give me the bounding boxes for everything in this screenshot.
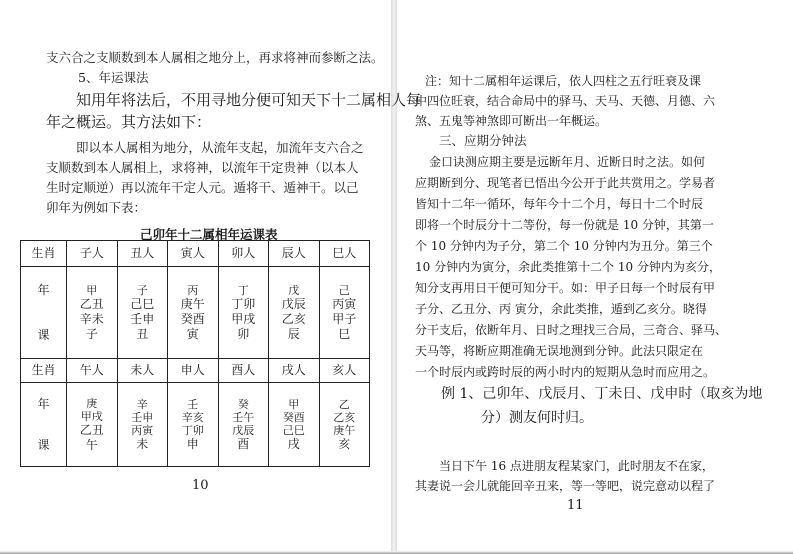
table-row <box>21 241 370 267</box>
row-label: 年 <box>37 282 50 297</box>
cell-line: 乙亥 <box>333 410 356 424</box>
left-text-line: 生时定顺逆）再以流年干定人元。遁将干、遁神干。以己 <box>46 180 359 195</box>
right-text-line: 分）测友何时归。 <box>481 410 593 426</box>
cell-line: 巳 <box>338 326 351 341</box>
table-header-cell: 子人 <box>67 241 118 267</box>
right-text-line: 10 分钟内为寅分，余此类推第十二个 10 分钟内为亥分， <box>415 260 721 274</box>
cell-line: 寅 <box>186 326 199 341</box>
cell-line: 未 <box>136 436 149 451</box>
table-cell <box>269 267 320 359</box>
table-cell <box>67 267 118 359</box>
table-cell <box>117 383 168 467</box>
table-row <box>21 383 370 467</box>
cell-line: 癸 <box>237 397 249 411</box>
cell-line: 丑 <box>136 326 149 341</box>
right-text-line: 子分、乙丑分、丙 寅分，余此类推，遁到乙亥分。晓得 <box>415 302 707 316</box>
table-header-cell: 寅人 <box>168 241 219 267</box>
cell-line: 辛亥 <box>181 410 204 424</box>
row-label: 课 <box>37 437 50 452</box>
table-row <box>21 267 370 359</box>
cell-line: 乙丑 <box>79 296 104 311</box>
cell-line: 酉 <box>237 436 250 451</box>
cell-line: 戌 <box>287 436 300 451</box>
cell-line: 戊辰 <box>281 296 306 311</box>
cell-line: 丙寅 <box>332 296 357 311</box>
cell-line: 壬午 <box>232 410 255 424</box>
example-heading: 例 1、己卯年、戊辰月、丁未日、戊申时（取亥为地 <box>441 386 763 402</box>
cell-line: 乙亥 <box>281 311 306 326</box>
cell-line: 乙丑 <box>79 422 104 437</box>
table-header-cell: 卯人 <box>218 241 269 267</box>
cell-line: 午 <box>85 437 98 452</box>
table-header-cell: 午人 <box>67 359 118 383</box>
table-cell <box>117 267 168 359</box>
table-header-cell: 酉人 <box>218 359 269 383</box>
right-text-line: 应期断到分、现笔者已悟出今公开于此共赏用之。学易者 <box>415 176 716 190</box>
right-text-line: 天马等，将断应期准确无误地测到分钟。此法只限定在 <box>415 344 704 358</box>
cell-line: 己 <box>338 283 350 297</box>
cell-line: 壬申 <box>131 410 154 424</box>
right-page <box>395 0 793 554</box>
right-text-line: 分干支后，依断年月、日时之理找三合局，三奇合、驿马、 <box>415 323 728 337</box>
cell-line: 己巳 <box>130 296 155 311</box>
right-text-line: 个 10 分钟内为子分，第二个 10 分钟内为丑分。第三个 <box>415 239 713 253</box>
cell-line: 辛未 <box>79 311 104 326</box>
cell-line: 庚 <box>86 396 98 410</box>
right-text-line: 一个时辰内或跨时辰的两小时内的短期从急时而应用之。 <box>415 365 716 379</box>
table-header-cell: 未人 <box>117 359 168 383</box>
table-row <box>21 359 370 383</box>
cell-line: 己巳 <box>282 423 305 437</box>
cell-line: 丁卯 <box>231 296 256 311</box>
cell-line: 壬申 <box>130 311 155 326</box>
year-fortune-table <box>20 240 370 467</box>
right-text-line: 金口诀测应期主要是远断年月、近断日时之法。如何 <box>429 155 706 169</box>
cell-line: 壬 <box>187 397 199 411</box>
table-cell <box>319 383 370 467</box>
table-title: 己卯年十二属相年运课表 <box>140 227 278 242</box>
cell-line: 甲 <box>86 283 98 297</box>
table-cell <box>67 383 118 467</box>
table-header-cell: 丑人 <box>117 241 168 267</box>
cell-line: 癸酉 <box>180 311 205 326</box>
cell-line: 丙 <box>187 283 199 297</box>
table-header-cell: 生肖 <box>21 359 67 383</box>
cell-line: 戊辰 <box>232 423 255 437</box>
right-section-heading: 三、应期分钟法 <box>439 133 527 148</box>
cell-line: 甲 <box>288 397 300 411</box>
cell-line: 甲戌 <box>80 409 103 423</box>
table-header-cell: 申人 <box>168 359 219 383</box>
table-header-cell: 戌人 <box>269 359 320 383</box>
left-text-line: 即以本人属相为地分，从流年支起，加流年支六合之 <box>76 140 364 155</box>
left-text-line: 卯年为例如下表： <box>46 200 147 215</box>
right-text-line: 中四位旺衰，结合命局中的驿马、天马、天德、月德、六 <box>415 94 716 108</box>
right-text-line: 知分支再用日干便可知分干。如：甲子日每一个时辰有甲 <box>415 281 716 295</box>
left-text-line: 知用年将法后，不用寻地分便可知天下十二属相人每 <box>76 91 422 109</box>
right-text-line: 其妻说一会儿就能回辛丑来，等一等吧，说完意动以程了 <box>415 479 716 493</box>
table-cell <box>319 267 370 359</box>
table-header-cell: 辰人 <box>269 241 320 267</box>
cell-line: 戊 <box>288 283 300 297</box>
cell-line: 辛 <box>136 397 148 411</box>
table-cell <box>269 383 320 467</box>
right-text-line: 即将一个时辰分十二等份，每一份就是 10 分钟，其第一 <box>415 218 714 232</box>
cell-line: 甲子 <box>332 311 357 326</box>
table-header-cell: 巳人 <box>319 241 370 267</box>
left-section-heading: 5、年运课法 <box>78 70 149 85</box>
cell-line: 丁 <box>237 283 249 297</box>
right-text-line: 煞、五鬼等神煞即可断出一年概运。 <box>415 114 608 128</box>
cell-line: 丙寅 <box>131 423 154 437</box>
table-header-cell: 亥人 <box>319 359 370 383</box>
cell-line: 亥 <box>338 436 351 451</box>
row-label: 课 <box>37 327 50 342</box>
cell-line: 丁卯 <box>181 423 204 437</box>
left-text-line: 支六合之支顺数到本人属相之地分上，再求将神而参断之法。 <box>46 50 384 65</box>
row-label: 年 <box>37 396 50 411</box>
cell-line: 子 <box>136 283 148 297</box>
cell-line: 癸酉 <box>282 410 305 424</box>
cell-line: 子 <box>85 326 98 341</box>
cell-line: 乙 <box>338 397 350 411</box>
table-row-label-cell <box>21 383 67 467</box>
cell-line: 庚午 <box>180 296 205 311</box>
page-number: 11 <box>567 498 584 513</box>
cell-line: 甲戌 <box>231 311 256 326</box>
cell-line: 卯 <box>237 326 250 341</box>
table-row-label-cell <box>21 267 67 359</box>
page-number: 10 <box>192 478 209 493</box>
right-text-line: 注：知十二属相年运课后，依人四柱之五行旺衰及课 <box>425 74 702 88</box>
cell-line: 辰 <box>287 326 300 341</box>
table-cell <box>218 267 269 359</box>
cell-line: 申 <box>186 436 199 451</box>
right-text-line: 皆知十二年一循环，每年今十二个月，每日十二个时辰 <box>415 197 704 211</box>
table-cell <box>168 383 219 467</box>
right-text-line: 当日下午 16 点进朋友程某家门，此时朋友不在家， <box>439 459 714 473</box>
table-header-cell: 生肖 <box>21 241 67 267</box>
left-text-line: 年之概运。其方法如下： <box>46 113 212 131</box>
left-text-line: 支顺数到本人属相上，求将神，以流年干定贵神（以本人 <box>46 160 359 175</box>
table-cell <box>168 267 219 359</box>
cell-line: 庚午 <box>333 423 356 437</box>
table-cell <box>218 383 269 467</box>
